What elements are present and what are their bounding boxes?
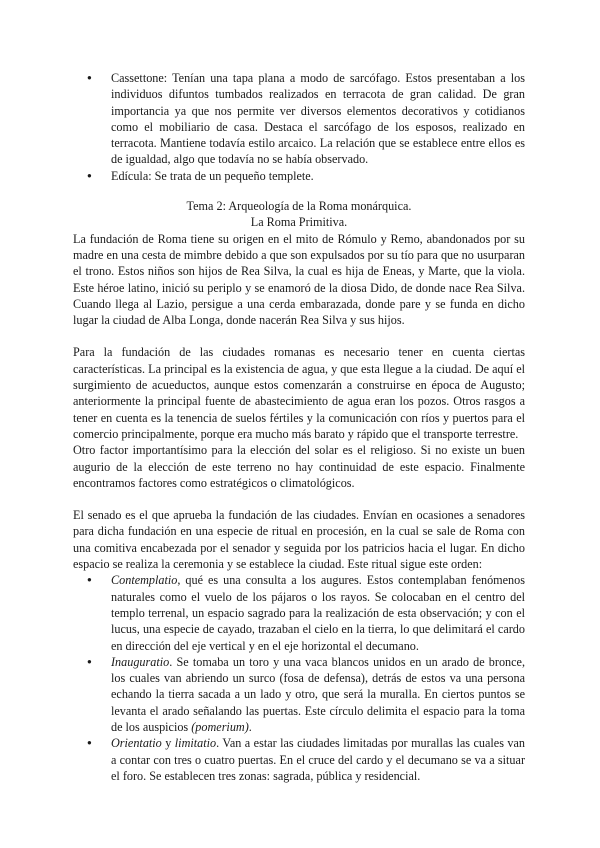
- ritual-description: . Se tomaba un toro y una vaca blancos unidos en un arado de bronce, los cuales van abriendo un surco (fosa de defensa), detrás de estos va una persona echando la tierra sacada a un lado y otro, que será la muralla. En ciertos puntos se levanta el arado señalando las puertas. Este círculo delimita el espacio para la toma de los auspicios: [111, 654, 525, 734]
- paragraph-founding-myth: La fundación de Roma tiene su origen en el mito de Rómulo y Remo, abandonados por su madre en una cesta de mimbre debido a que son expulsados por su tío para que no usurparan el trono. Estos niños son hijos de Rea Silva, la cual es hija de Eneas, y Marte, que la viola. Este héroe latino, inició su periplo y se enamoró de la diosa Dido, de donde nace Rea Silva. Cuando llega al Lazio, persigue a una cerda embarazada, donde pare y se funda en dicho lugar la ciudad de Alba Longa, donde nacerán Rea Silva y sus hijos.: [73, 231, 525, 328]
- ritual-description: , qué es una consulta a los augures. Estos contemplaban fenómenos naturales como el vuelo de los pájaros o los rayos. Se colocaban en el centro del templo terrenal, un espacio sagrado para la realización de esta observación; y con el lucus, una especie de cayado, trazaban el cielo en la tierra, lo que delimitará el cardo en dirección del eje vertical y en el eje horizontal el decumano.: [111, 573, 525, 653]
- list-item-contemplatio: [73, 572, 525, 653]
- ritual-description: . Van a estar las ciudades limitadas por murallas las cuales van a contar con tres o cuatro puertas. En el cruce del cardo y el decumano se va a situar el foro. Se establecen tres zonas: sagrada, pública y residencial.: [111, 736, 525, 783]
- spacer: [73, 328, 525, 344]
- paragraph-city-requirements: Para la fundación de las ciudades romanas es necesario tener en cuenta ciertas características. La principal es la existencia de agua, y que esta llegue a la ciudad. De aquí el surgimiento de acueductos, aunque estos comenzarán a construirse en época de Augusto; anteriormente la principal fuente de abastecimiento de agua eran los pozos. Otros rasgos a tener en cuenta es la tenencia de suelos fértiles y la comunicación con ríos y puertos para el comercio principalmente, porque era mucho más barato y rápido que el transporte terrestre.: [73, 345, 525, 441]
- list-item-text: Cassettone: Tenían una tapa plana a modo de sarcófago. Estos presentaban a los individuos difuntos tumbados realizados en terracota de gran calidad. De gran importancia ya que nos permite ver diversos elementos decorativos y cotidianos como el mobiliario de casa. Destaca el sarcófago de los esposos, realizado en terracota. Mantiene todavía estilo arcaico. La relación que se establece entre ellos es de igualdad, algo que todavía no se había observado.: [111, 71, 525, 167]
- ritual-term: Contemplatio: [111, 573, 178, 588]
- list-item-edicula: [73, 168, 525, 184]
- list-item-orientatio: [73, 735, 525, 784]
- spacer: [73, 491, 525, 507]
- ritual-term: Inauguratio: [111, 654, 170, 669]
- topic-subtitle: La Roma Primitiva.: [250, 215, 348, 230]
- list-item-cassettone: [73, 70, 525, 168]
- paragraph-senate-ritual: El senado es el que aprueba la fundación de las ciudades. Envían en ocasiones a senadores para dicha fundación en una especie de ritual en procesión, en la cual se sale de Roma con una comitiva encabezada por el senador y seguida por los patricios hacia el lugar. En dicho espacio se realiza la ceremonia y se establece la ciudad. Este ritual sigue este orden:: [73, 508, 525, 572]
- paragraph-religious-factor: Otro factor importantísimo para la elección del solar es el religioso. Si no existe un buen augurio de la elección de este terreno no hay continuidad de este espacio. Finalmente encontramos factores como estratégicos o climatológicos.: [73, 443, 525, 490]
- ritual-description-end: .: [248, 719, 252, 734]
- section-heading: [73, 198, 525, 231]
- ritual-steps-list: [73, 572, 525, 784]
- list-item-text: Edícula: Se trata de un pequeño templete.: [111, 168, 314, 183]
- ritual-term: Orientatio: [111, 736, 162, 751]
- topic-title: Tema 2: Arqueología de la Roma monárquica.: [186, 199, 412, 214]
- monument-types-list: [73, 70, 525, 184]
- list-item-inauguratio: [73, 654, 525, 735]
- ritual-connector: y: [161, 736, 175, 751]
- ritual-term-2: limitatio: [174, 736, 217, 751]
- ritual-extra-term: (pomerium): [191, 719, 249, 734]
